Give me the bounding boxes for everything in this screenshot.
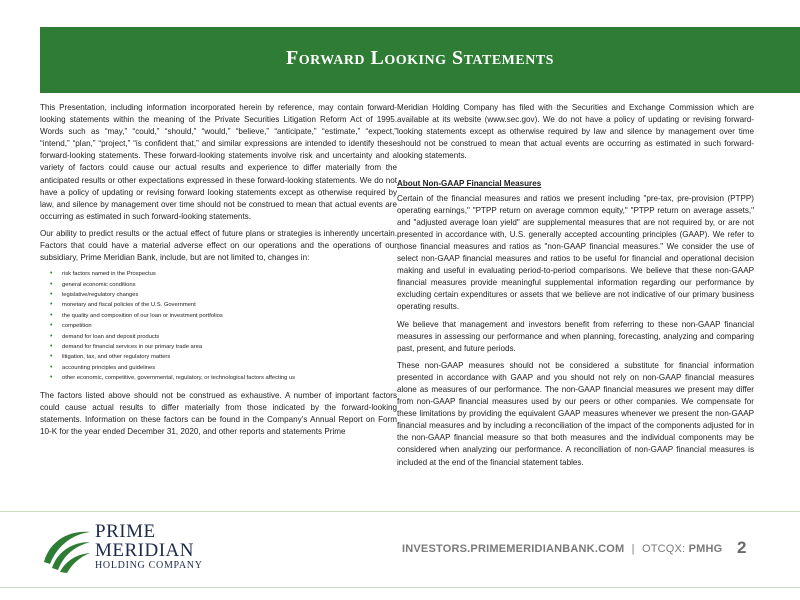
investor-website-link[interactable]: INVESTORS.PRIMEMERIDIANBANK.COM — [402, 543, 625, 555]
non-gaap-limitations-paragraph: These non-GAAP measures should not be considered a substitute for financial information presented in accordance with GAAP and you should not rely on non-GAAP financial measures alone as measures of our performance. The non-GAAP financial measures we present may differ from non-GAAP financial measures used by our peers or other companies. We compensate for these limitations by providing the equivalent GAAP measures whenever we present the non-GAAP financial measures and by including a reconciliation of the impact of the components adjusted for in the non-GAAP financial measure so that both measures and the individual components may be considered when analyzing our performance. A reconciliation of non-GAAP financial measures is included at the end of the financial statement tables. — [397, 360, 754, 467]
page-number: 2 — [737, 538, 747, 557]
risk-factor-list — [40, 269, 397, 383]
factors-closing-paragraph: The factors listed above should not be construed as exhaustive. A number of important factors could cause actual results to differ materially from those indicated by the forward-looking statements. Information on these factors can be found in the Company’s Annual Report on Form 10-K for the year ended December 31, 2020, and other reports and statements Prime — [40, 390, 397, 436]
logo-line-prime: PRIME — [95, 521, 156, 542]
footer-separator: | — [631, 543, 635, 555]
list-item: • demand for loan and deposit products — [50, 332, 397, 342]
non-gaap-benefit-paragraph: We believe that management and investors benefit from referring to these non-GAAP financial measures in assessing our performance and when planning, forecasting, analyzing and comparing past, present, and future periods. — [397, 319, 754, 353]
list-item: • litigation, tax, and other regulatory matters — [50, 352, 397, 362]
intro-paragraph: This Presentation, including information incorporated herein by reference, may contain forward-looking statements within the meaning of the Private Securities Litigation Reform Act of 1995. Words such as “may,” “could,” “should,” “would,” “believe,” “anticipate,” “estimate,” “expect,” “intend,” “plan,” “project,” “is confident that,” and similar expressions are intended to identify these forward-looking statements. These forward-looking statements involve risk and uncertainty and a variety of factors could cause our actual results and experience to differ materially from the anticipated results or other expectations expressed in these forward-looking statements. We do not have a policy of updating or revising forward looking statements except as otherwise required by law, and silence by management over time should not be construed to mean that actual events are occurring as estimated in such forward-looking statements. — [40, 103, 397, 221]
meridian-swoosh-icon — [40, 524, 92, 574]
non-gaap-heading: About Non-GAAP Financial Measures — [397, 179, 542, 189]
company-logo — [40, 522, 210, 578]
list-item: • legislative/regulatory changes — [50, 290, 397, 300]
logo-wordmark — [95, 522, 203, 572]
list-item: • competition — [50, 321, 397, 331]
footer-contact — [402, 543, 722, 555]
list-item: • the quality and composition of our loan or investment portfolios — [50, 311, 397, 321]
factors-intro-paragraph: Our ability to predict results or the actual effect of future plans or strategies is inherently uncertain. Factors that could have a material adverse effect on our operations and the operations of our subsidiary, Prime Meridian Bank, include, but are not limited to, changes in: — [40, 228, 397, 263]
list-item: • risk factors named in the Prospectus — [50, 269, 397, 279]
non-gaap-definition-paragraph: Certain of the financial measures and ratios we present including "pre-tax, pre-provision (PTPP) operating earnings," "PTPP return on average common equity," "PTPP return on average assets," and "adjusted average loan yield" are supplemental measures that are not required by, or are not presented in accordance with, U.S. generally accepted accounting principles (GAAP). We refer to those financial measures and ratios as "non-GAAP financial measures." We consider the use of select non-GAAP financial measures and ratios to be useful for financial and operational decision making and useful in evaluating period-to-period comparisons. We believe that these non-GAAP financial measures provide meaningful supplemental information regarding our performance by excluding certain expenditures or assets that we believe are not indicative of our primary business operating results. — [397, 193, 754, 312]
footer-divider-bottom — [0, 587, 800, 588]
list-item: • demand for financial services in our primary trade area — [50, 342, 397, 352]
list-item: • other economic, competitive, governmental, regulatory, or technological factors affecting us — [50, 373, 397, 383]
list-item: • general economic conditions — [50, 280, 397, 290]
otc-label: OTCQX: — [641, 543, 686, 555]
title-band — [40, 27, 800, 93]
footer-divider-top — [0, 511, 800, 512]
page-title: Forward Looking Statements — [286, 47, 554, 69]
right-column — [397, 102, 754, 474]
list-item: • monetary and fiscal policies of the U.S. Government — [50, 300, 397, 310]
ticker-symbol: PMHG — [688, 543, 723, 555]
list-item: • accounting principles and guidelines — [50, 363, 397, 373]
logo-line-meridian: MERIDIAN — [95, 540, 194, 561]
continuation-paragraph: Meridian Holding Company has filed with the Securities and Exchange Commission which are available at its website (www.sec.gov). We do not have a policy of updating or revising forward-looking statements except as otherwise required by law and silence by management over time should not be construed to mean that actual events are occurring as estimated in such forward-looking statements. — [397, 103, 754, 161]
logo-line-holding: HOLDING COMPANY — [95, 560, 203, 571]
left-column — [40, 102, 397, 443]
